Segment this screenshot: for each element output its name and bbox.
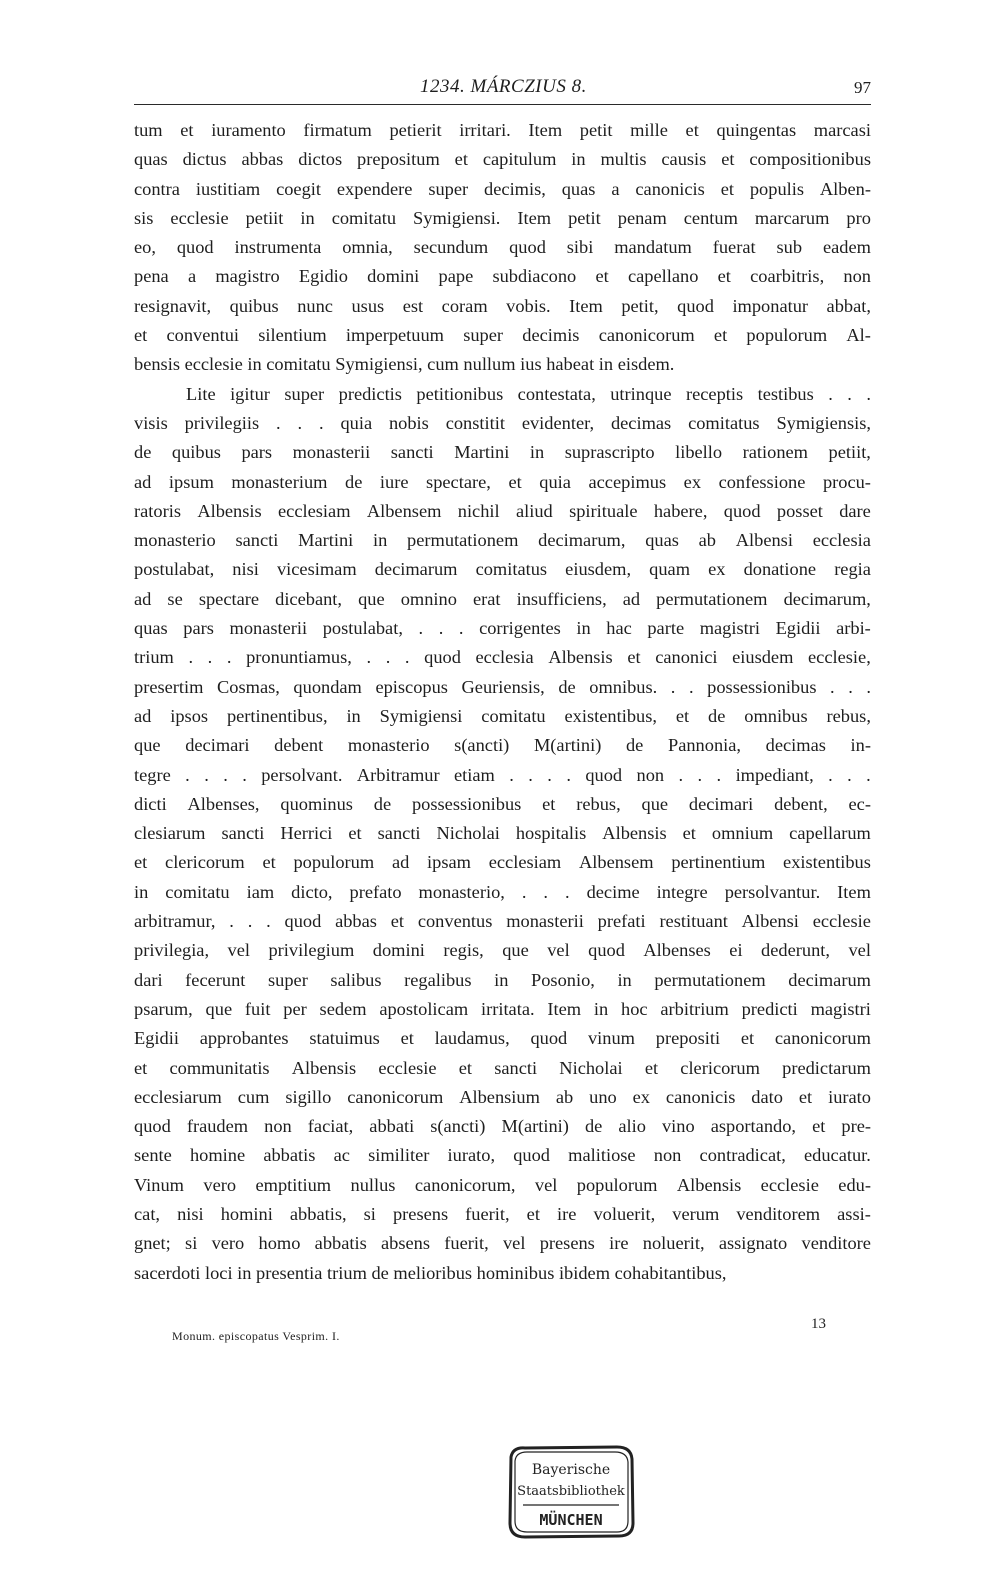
stamp-line-3: MÜNCHEN [539, 1511, 603, 1529]
text-line: visis privilegiis . . . quia nobis constitit evidenter, decimas comitatus Symigiensis, [134, 412, 871, 433]
text-line: tum et iuramento firmatum petierit irritari. Item petit mille et quingentas marcasi [134, 120, 871, 140]
text-line: tegre . . . . persolvant. Arbitramur etiam . . . . quod non . . . impediant, . . . [134, 764, 871, 785]
text-line: trium . . . pronuntiamus, . . . quod ecclesia Albensis et canonici eiusdem ecclesie, [134, 647, 871, 668]
text-line: presertim Cosmas, quondam episcopus Geuriensis, de omnibus. . . possessionibus . . . [134, 676, 871, 697]
stamp-line-1: Bayerische [531, 1462, 611, 1478]
text-line: Egidii approbantes statuimus et laudamus, quod vinum prepositi et canonicorum [134, 1028, 871, 1049]
text-line: de quibus pars monasterii sancti Martini in suprascripto libello rationem petiit, [134, 442, 871, 463]
page-number: 97 [854, 78, 871, 97]
text-line: et communitatis Albensis ecclesie et sancti Nicholai et clericorum predictarum [134, 1057, 871, 1078]
text-line: privilegia, vel privilegium domini regis, que vel quod Albenses ei dederunt, vel [134, 940, 871, 961]
text-line: postulabat, nisi vicesimam decimarum comitatus eiusdem, quam ex donatione regia [134, 559, 871, 580]
text-line: bensis ecclesie in comitatu Symigiensi, cum nullum ius habeat in eisdem. [134, 354, 675, 375]
text-line: quas pars monasterii postulabat, . . . corrigentes in hac parte magistri Egidii arbi- [134, 618, 871, 639]
body-text [134, 120, 871, 1292]
text-line: dari fecerunt super salibus regalibus in Posonio, in permutationem decimarum [134, 969, 871, 990]
text-line: sis ecclesie petiit in comitatu Symigiensi. Item petit penam centum marcarum pro [134, 207, 871, 228]
text-line: in comitatu iam dicto, prefato monasterio, . . . decime integre persolvantur. Item [134, 881, 871, 902]
stamp-line-2: Staatsbibliothek [517, 1484, 625, 1499]
text-line: eo, quod instrumenta omnia, secundum quod sibi mandatum fuerat sub eadem [134, 237, 871, 258]
text-line: ad se spectare dicebant, que omnino erat insufficiens, ad permutationem decimarum, [134, 588, 871, 609]
text-line: cat, nisi homini abbatis, si presens fuerit, et ire voluerit, verum venditorem assi- [134, 1203, 871, 1224]
text-line: clesiarum sancti Herrici et sancti Nicholai hospitalis Albensis et omnium capellarum [134, 823, 871, 844]
text-line: ecclesiarum cum sigillo canonicorum Albensium ab uno ex canonicis dato et iurato [134, 1086, 871, 1107]
signature-mark: 13 [811, 1316, 826, 1332]
text-line: que decimari debent monasterio s(ancti) M(artini) de Pannonia, decimas in- [134, 735, 871, 756]
text-line: pena a magistro Egidio domini pape subdiacono et capellano et coarbitris, non [134, 266, 871, 287]
library-stamp-seal [501, 1443, 641, 1541]
text-line: Lite igitur super predictis petitionibus contestata, utrinque receptis testibus . . . [186, 383, 871, 404]
running-header [134, 76, 871, 102]
text-line: quod fraudem non faciat, abbati s(ancti) M(artini) de alio vino asportando, et pre- [134, 1116, 871, 1137]
text-line: gnet; si vero homo abbatis absens fuerit, vel presens ire noluerit, assignato venditore [134, 1233, 871, 1254]
text-line: contra iustitiam coegit expendere super decimis, quas a canonicis et populis Alben- [134, 178, 871, 199]
text-line: Vinum vero emptitium nullus canonicorum, vel populorum Albensis ecclesie edu- [134, 1174, 871, 1195]
header-rule [134, 104, 871, 105]
text-line: quas dictus abbas dictos prepositum et capitulum in multis causis et compositionibus [134, 149, 871, 170]
text-line: psarum, que fuit per sedem apostolicam irritata. Item in hoc arbitrium predicti magistri [134, 998, 871, 1019]
text-line: et clericorum et populorum ad ipsam ecclesiam Albensem pertinentium existentibus [134, 852, 871, 873]
text-line: sente homine abbatis ac similiter iurato, quod malitiose non contradicat, educatur. [134, 1145, 871, 1166]
text-line: ratoris Albensis ecclesiam Albensem nichil aliud spirituale habere, quod posset dare [134, 500, 871, 521]
text-line: dicti Albenses, quominus de possessionibus et rebus, que decimari debent, ec- [134, 793, 871, 814]
text-line: et conventui silentium imperpetuum super decimis canonicorum et populorum Al- [134, 325, 871, 346]
text-line: arbitramur, . . . quod abbas et conventus monasterii prefati restituant Albensi ecclesie [134, 911, 871, 932]
footer-note: Monum. episcopatus Vesprim. I. [172, 1329, 340, 1343]
header-title: 1234. MÁRCZIUS 8. [420, 76, 587, 97]
text-line: resignavit, quibus nunc usus est coram vobis. Item petit, quod imponatur abbat, [134, 295, 871, 316]
library-stamp [501, 1443, 641, 1541]
text-line: ad ipsos pertinentibus, in Symigiensi comitatu existentibus, et de omnibus rebus, [134, 705, 871, 726]
text-line: sacerdoti loci in presentia trium de melioribus hominibus ibidem cohabitantibus, [134, 1262, 727, 1283]
text-line: monasterio sancti Martini in permutationem decimarum, quas ab Albensi ecclesia [134, 530, 871, 551]
text-line: ad ipsum monasterium de iure spectare, et quia accepimus ex confessione procu- [134, 471, 871, 492]
